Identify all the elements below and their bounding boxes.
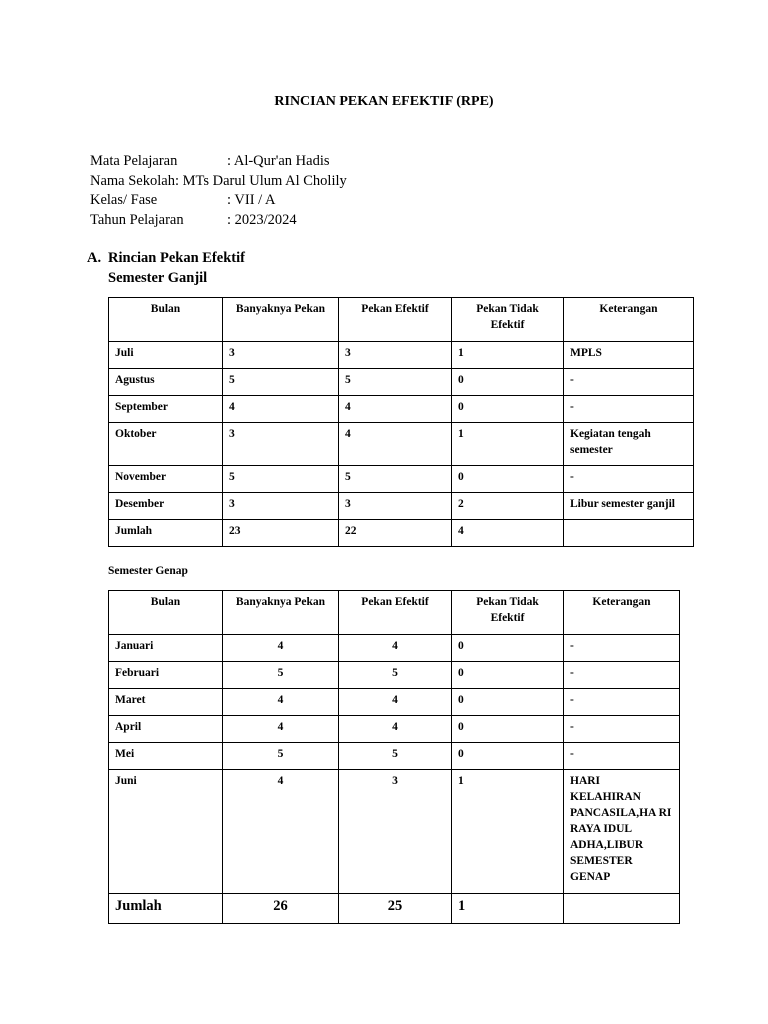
- cell-jumlah-label: Jumlah: [109, 894, 223, 924]
- cell-tidak: 0: [452, 369, 564, 396]
- cell-banyak: 3: [223, 342, 339, 369]
- cell-efektif: 3: [339, 342, 452, 369]
- semester-ganjil-title: Semester Ganjil: [108, 270, 208, 286]
- cell-keterangan: -: [564, 689, 680, 716]
- header-pekan-tidak-efektif: Pekan Tidak Efektif: [452, 591, 564, 635]
- cell-efektif: 4: [339, 689, 452, 716]
- table-row: [109, 635, 680, 662]
- cell-banyak: 4: [223, 635, 339, 662]
- table-header-row: [109, 591, 680, 635]
- table-row: [109, 689, 680, 716]
- header-pekan-efektif: Pekan Efektif: [339, 298, 452, 342]
- cell-keterangan: Kegiatan tengah semester: [564, 423, 694, 466]
- table-row: [109, 743, 680, 770]
- cell-tidak: 0: [452, 743, 564, 770]
- header-bulan: Bulan: [109, 298, 223, 342]
- header-bulan: Bulan: [109, 591, 223, 635]
- cell-efektif: 4: [339, 635, 452, 662]
- cell-banyak: 3: [223, 423, 339, 466]
- cell-efektif: 25: [339, 894, 452, 924]
- info-label: Tahun Pelajaran: [90, 211, 184, 228]
- header-keterangan: Keterangan: [564, 298, 694, 342]
- header-keterangan: Keterangan: [564, 591, 680, 635]
- cell-efektif: 4: [339, 396, 452, 423]
- cell-tidak: 1: [452, 342, 564, 369]
- cell-keterangan: [564, 520, 694, 547]
- header-banyaknya-pekan: Banyaknya Pekan: [223, 298, 339, 342]
- table-row: [109, 770, 680, 894]
- cell-bulan: November: [109, 466, 223, 493]
- table-total-row: [109, 520, 694, 547]
- section-title: Rincian Pekan Efektif: [108, 250, 245, 266]
- cell-banyak: 4: [223, 716, 339, 743]
- table-row: [109, 396, 694, 423]
- cell-banyak: 23: [223, 520, 339, 547]
- table-row: [109, 423, 694, 466]
- cell-bulan: Januari: [109, 635, 223, 662]
- info-label: Mata Pelajaran: [90, 153, 178, 169]
- info-block: [90, 152, 347, 230]
- cell-efektif: 22: [339, 520, 452, 547]
- table-total-row: [109, 894, 680, 924]
- cell-tidak: 1: [452, 423, 564, 466]
- cell-bulan: Mei: [109, 743, 223, 770]
- cell-banyak: 5: [223, 369, 339, 396]
- cell-bulan: Juni: [109, 770, 223, 894]
- section-letter: A.: [87, 250, 102, 266]
- cell-bulan: Desember: [109, 493, 223, 520]
- table-row: [109, 342, 694, 369]
- cell-keterangan: -: [564, 743, 680, 770]
- info-value: : Al-Qur'an Hadis: [227, 153, 330, 169]
- table-semester-genap: [108, 590, 680, 924]
- table-semester-ganjil: [108, 297, 694, 547]
- info-label: Nama Sekolah: [90, 172, 175, 189]
- header-banyaknya-pekan: Banyaknya Pekan: [223, 591, 339, 635]
- table-row: [109, 493, 694, 520]
- cell-banyak: 5: [223, 743, 339, 770]
- section-a-heading: [87, 248, 245, 288]
- cell-efektif: 3: [339, 770, 452, 894]
- cell-efektif: 5: [339, 369, 452, 396]
- cell-tidak: 0: [452, 662, 564, 689]
- cell-banyak: 4: [223, 770, 339, 894]
- cell-keterangan: -: [564, 635, 680, 662]
- cell-banyak: 5: [223, 662, 339, 689]
- cell-tidak: 0: [452, 716, 564, 743]
- cell-efektif: 5: [339, 466, 452, 493]
- cell-tidak: 0: [452, 635, 564, 662]
- table-header-row: [109, 298, 694, 342]
- info-label: Kelas/ Fase: [90, 192, 158, 208]
- info-value: : 2023/2024: [227, 211, 297, 228]
- cell-efektif: 5: [339, 743, 452, 770]
- cell-bulan: April: [109, 716, 223, 743]
- info-row-tahun-pelajaran: [90, 211, 347, 231]
- cell-banyak: 26: [223, 894, 339, 924]
- info-row-mata-pelajaran: [90, 152, 347, 172]
- table-row: [109, 369, 694, 396]
- info-row-nama-sekolah: [90, 172, 347, 192]
- info-value: : MTs Darul Ulum Al Cholily: [174, 172, 347, 189]
- cell-keterangan: -: [564, 466, 694, 493]
- cell-keterangan: -: [564, 662, 680, 689]
- cell-banyak: 4: [223, 689, 339, 716]
- table-row: [109, 662, 680, 689]
- cell-efektif: 4: [339, 716, 452, 743]
- cell-tidak: 2: [452, 493, 564, 520]
- cell-keterangan: -: [564, 716, 680, 743]
- cell-tidak: 4: [452, 520, 564, 547]
- cell-jumlah-label: Jumlah: [109, 520, 223, 547]
- cell-tidak: 0: [452, 396, 564, 423]
- table-row: [109, 466, 694, 493]
- cell-keterangan: -: [564, 396, 694, 423]
- cell-bulan: Oktober: [109, 423, 223, 466]
- cell-tidak: 1: [452, 894, 564, 924]
- cell-bulan: Maret: [109, 689, 223, 716]
- table-row: [109, 716, 680, 743]
- cell-keterangan: Libur semester ganjil: [564, 493, 694, 520]
- info-row-kelas-fase: [90, 191, 347, 211]
- cell-efektif: 5: [339, 662, 452, 689]
- semester-genap-title: Semester Genap: [108, 565, 188, 577]
- cell-keterangan: MPLS: [564, 342, 694, 369]
- cell-bulan: Februari: [109, 662, 223, 689]
- cell-keterangan: -: [564, 369, 694, 396]
- cell-bulan: September: [109, 396, 223, 423]
- cell-efektif: 3: [339, 493, 452, 520]
- header-pekan-tidak-efektif: Pekan Tidak Efektif: [452, 298, 564, 342]
- cell-keterangan: HARI KELAHIRAN PANCASILA,HA RI RAYA IDUL ADHA,LIBUR SEMESTER GENAP: [564, 770, 680, 894]
- cell-efektif: 4: [339, 423, 452, 466]
- cell-bulan: Agustus: [109, 369, 223, 396]
- cell-tidak: 0: [452, 466, 564, 493]
- cell-tidak: 1: [452, 770, 564, 894]
- page-title: RINCIAN PEKAN EFEKTIF (RPE): [274, 94, 494, 109]
- cell-tidak: 0: [452, 689, 564, 716]
- cell-banyak: 3: [223, 493, 339, 520]
- cell-bulan: Juli: [109, 342, 223, 369]
- cell-banyak: 4: [223, 396, 339, 423]
- cell-keterangan: [564, 894, 680, 924]
- cell-banyak: 5: [223, 466, 339, 493]
- info-value: : VII / A: [227, 192, 276, 208]
- header-pekan-efektif: Pekan Efektif: [339, 591, 452, 635]
